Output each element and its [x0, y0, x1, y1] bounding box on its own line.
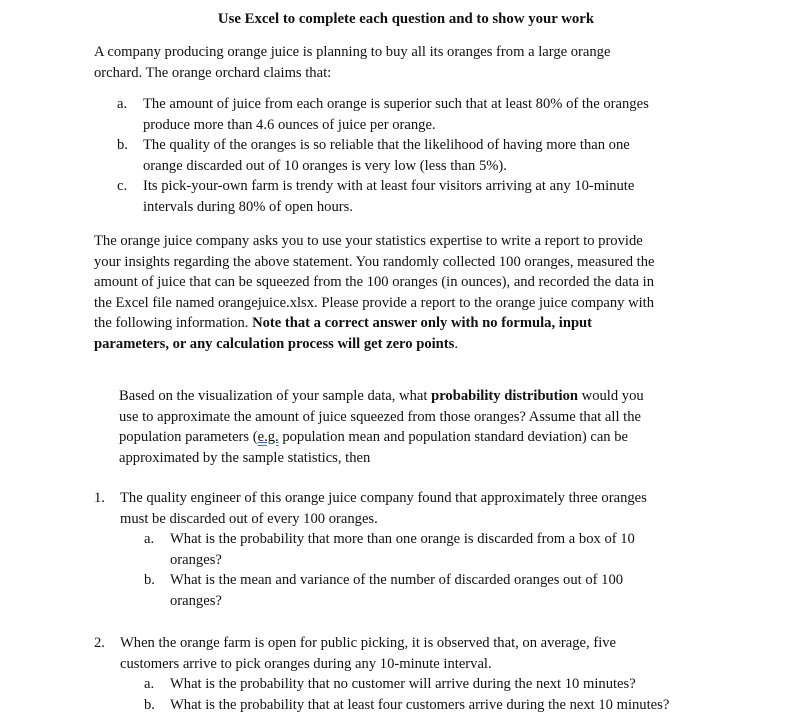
sub-question-line: What is the probability that at least four customers arrive during the next 10 minutes? [170, 696, 670, 713]
question-2 [94, 633, 764, 715]
list-marker: a. [117, 96, 128, 112]
intro-line: A company producing orange juice is planning to buy all its oranges from a large orange [94, 44, 611, 60]
distribution-paragraph [119, 386, 739, 468]
question-1 [94, 488, 754, 612]
distribution-text: population mean and population standard deviation) can be [278, 429, 629, 446]
distribution-text: would you [578, 388, 644, 404]
question-marker: 2. [94, 635, 105, 651]
report-line: The orange juice company asks you to use your statistics expertise to write a report to provide [94, 233, 643, 249]
report-line [94, 313, 754, 334]
report-paragraph [94, 231, 754, 355]
claim-item-b [117, 135, 757, 176]
claim-line: The quality of the oranges is so reliable that the likelihood of having more than one [143, 137, 630, 154]
claim-item-c [117, 176, 757, 217]
report-text: the following information. [94, 315, 253, 332]
report-line: the Excel file named orangejuice.xlsx. Please provide a report to the orange juice company with [94, 294, 655, 311]
distribution-text: population parameters ( [119, 429, 258, 446]
question-2-item [94, 633, 764, 674]
claims-list [117, 94, 757, 218]
claim-line: produce more than 4.6 ounces of juice per orange. [143, 116, 436, 133]
sub-marker: b. [144, 572, 155, 589]
eg-abbreviation: e.g. [257, 429, 279, 446]
sub-question-line: What is the mean and variance of the number of discarded oranges out of 100 [170, 572, 624, 589]
distribution-emphasis: probability distribution [431, 388, 579, 404]
distribution-line [119, 427, 739, 448]
report-line: your insights regarding the above statement. You randomly collected 100 oranges, measured the [94, 253, 655, 270]
claim-line: The amount of juice from each orange is superior such that at least 80% of the oranges [143, 96, 649, 112]
sub-marker: b. [144, 696, 155, 713]
list-marker: b. [117, 137, 128, 154]
sub-question-line: What is the probability that no customer will arrive during the next 10 minutes? [170, 676, 636, 693]
question-1b [144, 570, 754, 611]
intro-paragraph [94, 42, 754, 83]
report-text: . [454, 335, 458, 352]
list-marker: c. [117, 178, 128, 195]
question-line: customers arrive to pick oranges during any 10-minute interval. [120, 655, 492, 672]
question-1a [144, 529, 754, 570]
distribution-text: Based on the visualization of your sample data, what [119, 388, 432, 404]
claim-item-a [117, 94, 757, 135]
distribution-line: approximated by the sample statistics, then [119, 449, 371, 466]
document-title: Use Excel to complete each question and to show your work [217, 11, 595, 27]
report-warning: Note that a correct answer only with no formula, input [252, 315, 593, 332]
claim-line: Its pick-your-own farm is trendy with at least four visitors arriving at any 10-minute [143, 178, 635, 195]
sub-marker: a. [144, 676, 155, 693]
question-2a [144, 674, 764, 695]
sub-question-line: oranges? [170, 592, 222, 609]
report-line: amount of juice that can be squeezed from the 100 oranges (in ounces), and recorded the data in [94, 274, 655, 291]
question-line: The quality engineer of this orange juice company found that approximately three oranges [120, 490, 647, 506]
question-line: When the orange farm is open for public picking, it is observed that, on average, five [120, 635, 617, 651]
report-line [94, 334, 754, 355]
distribution-line: use to approximate the amount of juice squeezed from those oranges? Assume that all the [119, 408, 641, 425]
intro-line: orchard. The orange orchard claims that: [94, 64, 332, 81]
question-2b [144, 695, 764, 716]
question-line: must be discarded out of every 100 oranges. [120, 510, 378, 527]
sub-question-line: oranges? [170, 551, 222, 568]
sub-marker: a. [144, 531, 155, 548]
claim-line: orange discarded out of 10 oranges is very low (less than 5%). [143, 157, 507, 174]
claim-line: intervals during 80% of open hours. [143, 198, 353, 215]
sub-question-line: What is the probability that more than one orange is discarded from a box of 10 [170, 531, 635, 548]
distribution-line [119, 386, 739, 407]
question-1-item [94, 488, 754, 529]
report-warning: parameters, or any calculation process will get zero points [94, 335, 455, 352]
question-marker: 1. [94, 490, 105, 506]
